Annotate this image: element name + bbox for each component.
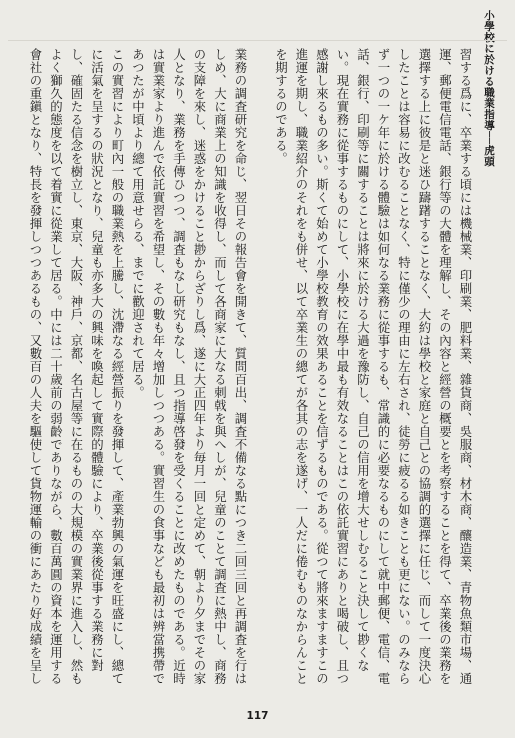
text-column-right: 習する爲に、卒業する頃には機械業、印刷業、肥料業、雜貨商、吳服商、材木商、釀造業、青物魚類市場、通運、郵便電信電話、銀行等の大體を理解し、その內容と經營の概要とを考察することを得て、卒業後の業務を選擇する上に彼是と迷ひ躊躇することなく、大約は學校と家庭と自己との協調的選擇に任じ、而して一度決心したことは容易に改むることなく、特に僅少の理由に左右され、徒勞に疲るる如きことも更にない。のみならず一つの一ケ年に於ける體驗は如何なる業務に從事するも、常識的に必要なるものにして就中郵便、電信、電話、銀行、印刷等に關することは將來に於ける大過を豫防し、自己の信用を增大せしむること決して尠くない。現在實務に從事するものにして、小學校に在學中最も有效なることはこの依託實習にありと喝破し、且つ感謝し來るもの多い。斯くて始めて小學校教育の效果あることを信ずるものである。從つて將來ますますこの進運を期し、職業紹介のそれをも併せ、以て卒業生の總てが各其の志を遂げ、一人だに倦むものなからんことを期するのである。 — [273, 48, 473, 685]
page-number: 117 — [246, 710, 269, 722]
text-column-left: 業務の調査研究を命じ、翌日その報告會を開きて、質問百出、調査不備なる點につき二回三回と再調査を行はしめ、大に商業上の知識を收得し、而して各商家に大なる刺戟を與へしが、兒童のことて調査に熱中し、商務の支障を來し、迷惑をかけること尠からざりし爲、遂に大正四年より毎月一回と定めて、朝より夕までその家人となり、業務を手傳ひつつ、調査もなし研究もなし、且つ指導啓發を受くることに改めたものである。近時は實業家より進んで依託實習を希望し、その數も年々增加しつつある。實習生の食事なども最初は辨當携帶であつたが中頃より總て用意せらる、までに歡迎されて居る。 この實習により町內一般の職業熱を上騰し、沈滯なる經營振りを發揮して、產業勃興の氣運を旺盛にし、總てに活氣を呈するの狀況となり、兒童も亦多大の興味を喚起して實際的體驗により、卒業後從事する業務に對し、確固たる信念を樹立し、東京、大阪、神戶、京都、名古屋等に在るものの大規模の實業界に進入し、然もよく獅久的態度を以て着實に從業して居る。中には二十歲前の弱齡でありながら、數百萬圓の資本を運用する會社の重鎭となり、特長を發揮しつつあるもの、又數百の人夫を驅使して貨物運輸の衝にあたり好成績を呈し — [28, 48, 248, 685]
running-header: 小學校に於ける職業指導──虎頭 — [483, 10, 495, 167]
header-rule — [8, 40, 507, 41]
